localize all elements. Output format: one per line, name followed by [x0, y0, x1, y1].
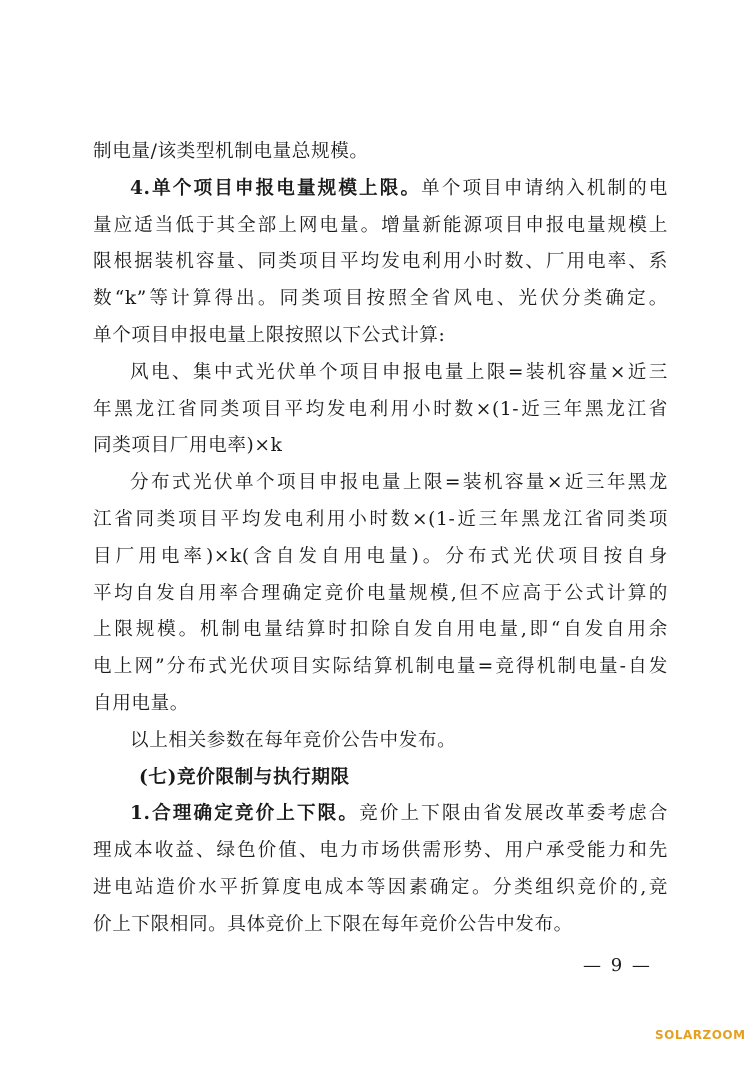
- line-text: 年黑龙江省同类项目平均发电利用小时数×(1-近三年黑龙江省: [93, 398, 668, 420]
- line-text: 电上网”分布式光伏项目实际结算机制电量=竞得机制电量-自发: [93, 656, 668, 678]
- line-text: 数“k”等计算得出。同类项目按照全省风电、光伏分类确定。: [93, 288, 668, 310]
- line-text: 自用电量。: [93, 692, 189, 714]
- subsection-heading: [93, 760, 668, 797]
- text-line: [93, 281, 668, 318]
- text-line: [93, 686, 668, 723]
- line-text: 目厂用电率)×k(含自发自用电量)。分布式光伏项目按自身: [93, 545, 668, 567]
- line-text: 平均自发自用率合理确定竞价电量规模,但不应高于公式计算的: [93, 582, 668, 604]
- line-text: 江省同类项目平均发电利用小时数×(1-近三年黑龙江省同类项: [93, 508, 668, 530]
- line-text: 以上相关参数在每年竞价公告中发布。: [130, 729, 457, 751]
- line-text: 上限规模。机制电量结算时扣除自发自用电量,即“自发自用余: [93, 619, 668, 641]
- formula-line: [93, 502, 668, 539]
- section-heading-line: [93, 171, 668, 208]
- section-heading-line: [93, 796, 668, 833]
- line-text: 风电、集中式光伏单个项目申报电量上限=装机容量×近三: [130, 361, 668, 383]
- text-line: [93, 208, 668, 245]
- line-text: 竞价上下限由省发展改革委考虑合: [359, 803, 668, 825]
- line-text: 量应适当低于其全部上网电量。增量新能源项目申报电量规模上: [93, 214, 668, 236]
- watermark-logo: SOLARZOOM: [655, 1028, 746, 1042]
- line-text: 进电站造价水平折算度电成本等因素确定。分类组织竞价的,竞: [93, 876, 668, 898]
- text-line: [93, 244, 668, 281]
- line-text: 制电量/该类型机制电量总规模。: [93, 141, 369, 162]
- line-text: 单个项目申请纳入机制的电: [421, 177, 668, 199]
- text-line: [93, 576, 668, 613]
- formula-line: [93, 392, 668, 429]
- formula-line: [93, 465, 668, 502]
- text-line: [93, 870, 668, 907]
- text-line: [93, 318, 668, 355]
- text-line: [93, 833, 668, 870]
- text-line: [93, 907, 668, 944]
- line-text: (七)竞价限制与执行期限: [139, 766, 350, 788]
- text-line: [93, 134, 668, 171]
- section-heading: 4.单个项目申报电量规模上限。: [130, 177, 422, 199]
- line-text: 单个项目申报电量上限按照以下公式计算:: [93, 324, 446, 346]
- text-line: [93, 649, 668, 686]
- line-text: 分布式光伏单个项目申报电量上限=装机容量×近三年黑龙: [130, 472, 668, 494]
- body-text: [93, 134, 668, 944]
- formula-line: [93, 355, 668, 392]
- text-line: [93, 723, 668, 760]
- text-line: [93, 612, 668, 649]
- line-text: 限根据装机容量、同类项目平均发电利用小时数、厂用电率、系: [93, 251, 668, 273]
- text-line: [93, 539, 668, 576]
- section-heading: 1.合理确定竞价上下限。: [130, 803, 360, 825]
- page-number: — 9 —: [583, 955, 652, 976]
- line-text: 同类项目厂用电率)×k: [93, 435, 283, 457]
- line-text: 价上下限相同。具体竞价上下限在每年竞价公告中发布。: [93, 913, 573, 935]
- line-text: 理成本收益、绿色价值、电力市场供需形势、用户承受能力和先: [93, 840, 668, 862]
- formula-line: [93, 428, 668, 465]
